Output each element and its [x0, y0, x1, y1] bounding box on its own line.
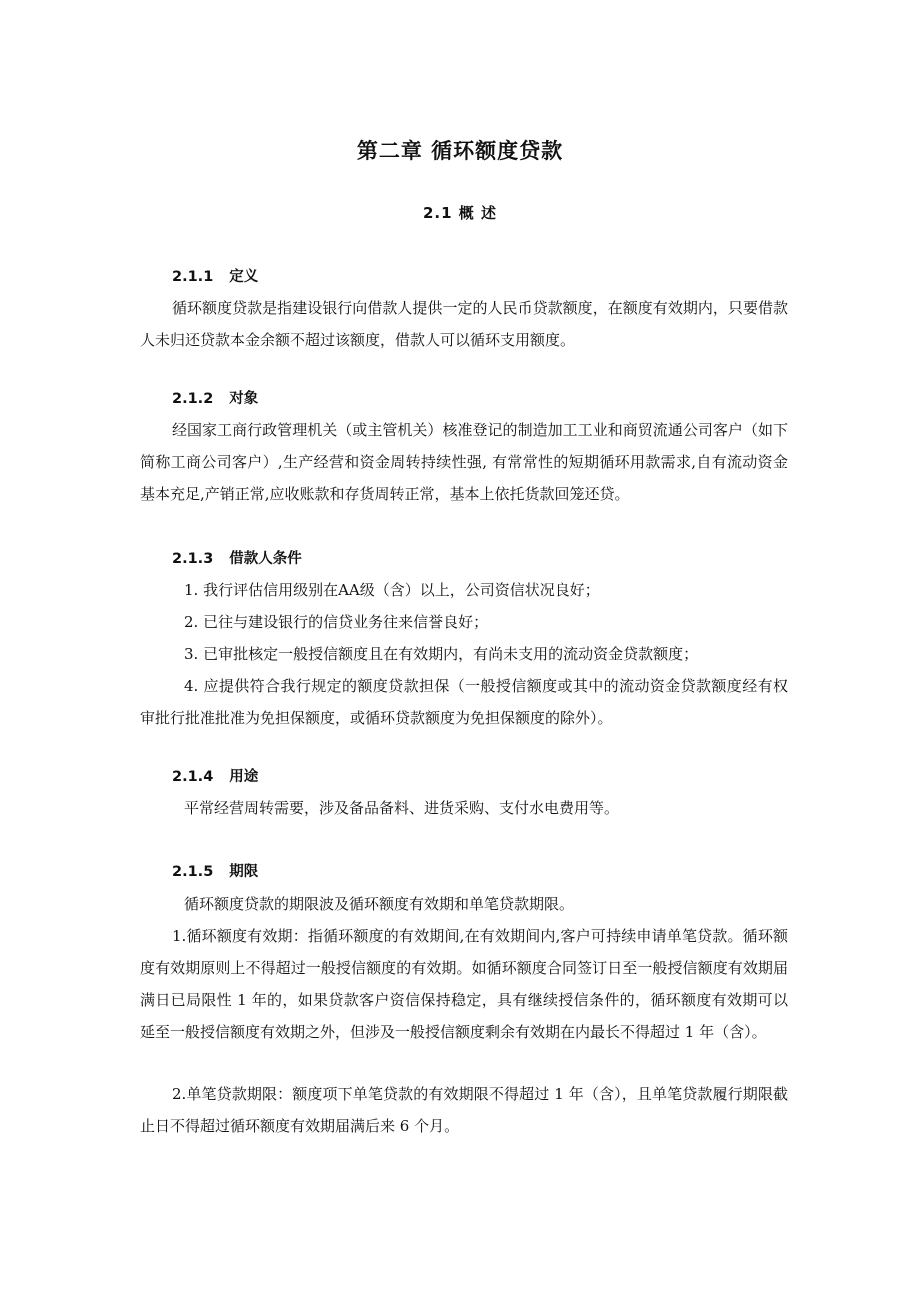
term-intro-paragraph: 循环额度贷款的期限波及循环额度有效期和单笔贷款期限。: [184, 895, 575, 913]
subsection-title: 定义: [229, 269, 259, 285]
subsection-heading-borrower-conditions: [172, 547, 302, 568]
subsection-heading-term: [172, 860, 258, 881]
subsection-title: 借款人条件: [229, 551, 302, 567]
subsection-title: 对象: [229, 391, 259, 407]
target-paragraph: 经国家工商行政管理机关（或主管机关）核准登记的制造加工工业和商贸流通公司客户（如下简称工商公司客户）,生产经营和资金周转持续性强, 有常常性的短期循环用款需求,自有流动资金基本充足,产销正常,应收账款和存货周转正常，基本上依托货款回笼还贷。: [140, 421, 788, 503]
subsection-heading-definition: [172, 265, 258, 286]
term-paragraph-1: 1.循环额度有效期：指循环额度的有效期间,在有效期间内,客户可持续申请单笔贷款。循环额度有效期原则上不得超过一般授信额度的有效期。如循环额度合同签订日至一般授信额度有效期届满日已局限性 1 年的，如果贷款客户资信保持稳定，具有继续授信条件的，循环额度有效期可以延至一般授信额度有效期之外，但涉及一般授信额度剩余有效期在内最长不得超过 1 年（含）。: [140, 927, 788, 1041]
subsection-number: 2.1.4: [172, 769, 214, 785]
section-title: 2.1 概 述: [422, 204, 498, 222]
chapter-title: 第二章 循环额度贷款: [356, 139, 564, 163]
list-item: 4. 应提供符合我行规定的额度贷款担保（一般授信额度或其中的流动资金贷款额度经有权审批行批准批准为免担保额度，或循环贷款额度为免担保额度的除外）。: [140, 677, 788, 727]
subsection-number: 2.1.2: [172, 391, 214, 407]
subsection-number: 2.1.1: [172, 269, 214, 285]
subsection-number: 2.1.3: [172, 551, 214, 567]
purpose-paragraph: 平常经营周转需要，涉及备品备料、进货采购、支付水电费用等。: [184, 799, 620, 817]
term-paragraph-2: 2.单笔贷款期限：额度项下单笔贷款的有效期限不得超过 1 年（含），且单笔贷款履行期限截止日不得超过循环额度有效期届满后来 6 个月。: [140, 1085, 788, 1135]
subsection-title: 用途: [229, 769, 259, 785]
list-item: 2. 已往与建设银行的信贷业务往来信誉良好；: [184, 613, 489, 631]
definition-paragraph: 循环额度贷款是指建设银行向借款人提供一定的人民币贷款额度，在额度有效期内，只要借款人未归还贷款本金余额不超过该额度，借款人可以循环支用额度。: [140, 299, 788, 349]
subsection-heading-purpose: [172, 765, 258, 786]
list-item: 1. 我行评估信用级别在AA级（含）以上，公司资信状况良好；: [184, 581, 600, 599]
list-item: 3. 已审批核定一般授信额度且在有效期内，有尚未支用的流动资金贷款额度；: [184, 645, 699, 663]
subsection-title: 期限: [229, 864, 259, 880]
subsection-number: 2.1.5: [172, 864, 214, 880]
subsection-heading-target: [172, 387, 258, 408]
